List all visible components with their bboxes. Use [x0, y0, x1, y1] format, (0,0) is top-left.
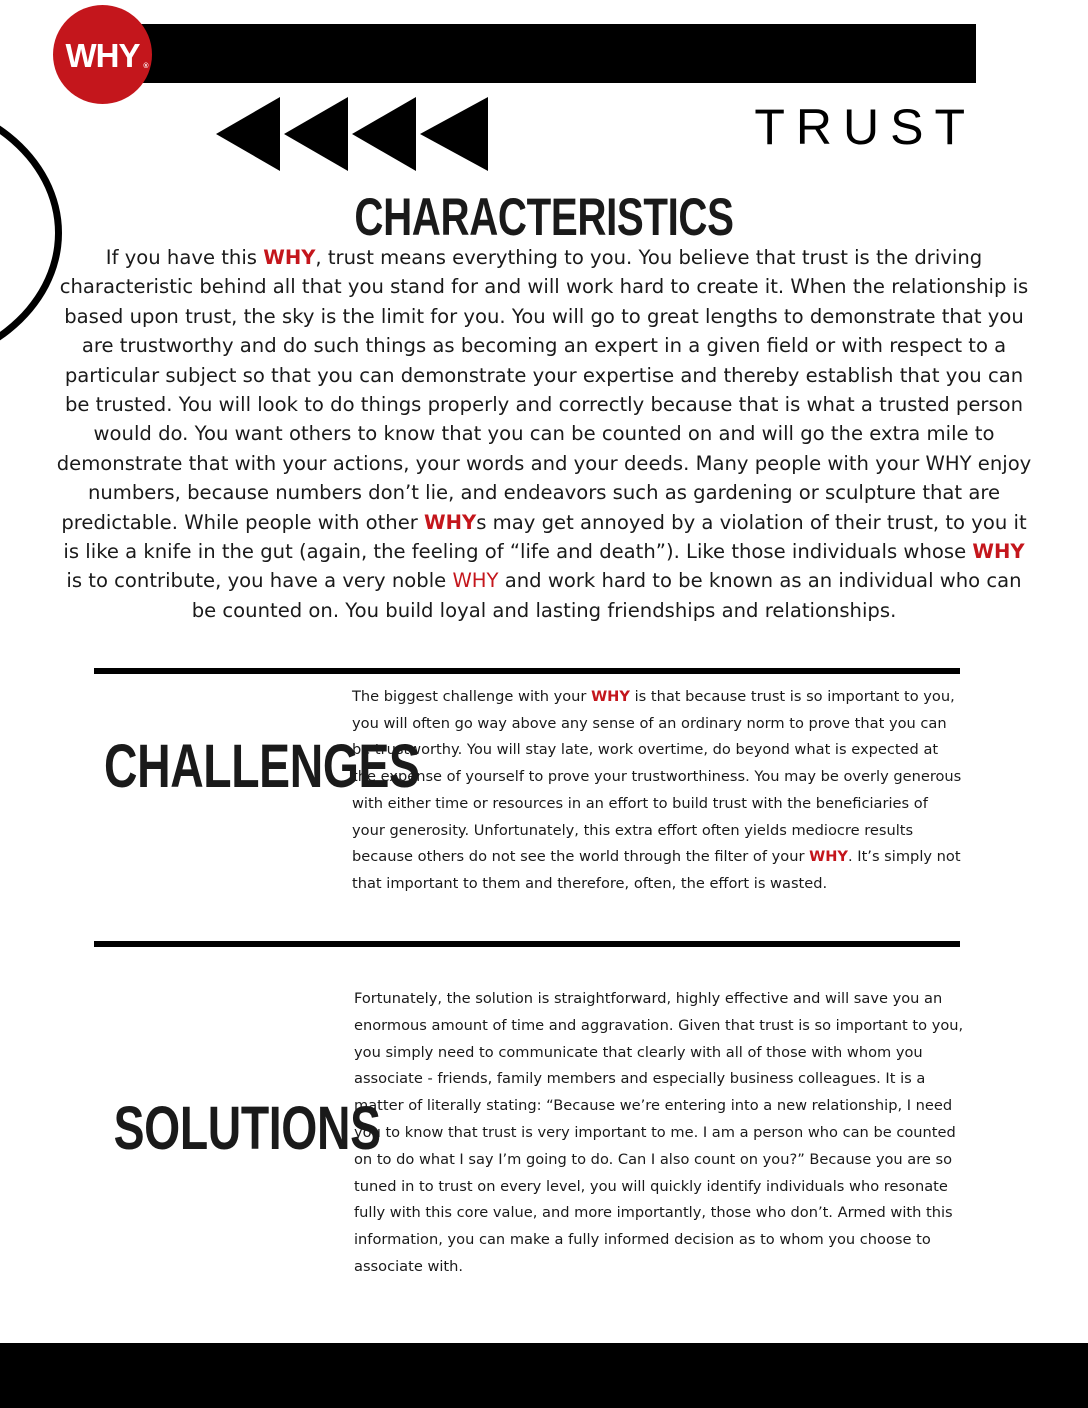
- header-bar: [104, 24, 976, 83]
- characteristics-text: If you have this WHY, trust means everything to you. You believe that trust is the driving characteristic behind all that you stand for and will work hard to create it. When the relationship is based upon trust, the sky is the limit for you. You will go to great lengths to demonstrate that you are trustworthy and do such things as becoming an expert in a given field or with respect to a particular subject so that you can demonstrate your expertise and thereby establish that you can be trusted. You will look to do things properly and correctly because that is what a trusted person would do. You want others to know that you can be counted on and will go the extra mile to demonstrate that with your actions, your words and your deeds. Many people with your WHY enjoy numbers, because numbers don’t lie, and endeavors such as gardening or sculpture that are predictable. While people with other WHYs may get annoyed by a violation of their trust, to you it is like a knife in the gut (again, the feeling of “life and death”). Like those individuals whose WHY is to contribute, you have a very noble WHY and work hard to be known as an individual who can be counted on. You build loyal and lasting friendships and relationships.: [56, 246, 1032, 622]
- challenges-heading: CHALLENGES: [104, 732, 420, 800]
- solutions-text: Fortunately, the solution is straightforward, highly effective and will save you an enormous amount of time and aggravation. Given that trust is so important to you, you simply need to communicate that clearly with all of those with whom you associate - friends, family members and especially business colleagues. It is a matter of literally stating: “Because we’re entering into a new relationship, I need you to know that trust is very important to me. I am a person who can be counted on to do what I say I’m going to do. Can I also count on you?” Because you are so tuned in to trust on every level, you will quickly identify individuals who resonate fully with this core value, and more importantly, those who don’t. Armed with this information, you can make a fully informed decision as to whom you choose to associate with.: [354, 990, 964, 1275]
- logo-text: WHY ®: [65, 36, 149, 74]
- page-title: TRUST: [754, 99, 976, 155]
- decorative-arc: [0, 92, 62, 374]
- why-logo: [53, 5, 152, 104]
- registered-mark: ®: [143, 62, 149, 70]
- solutions-heading: SOLUTIONS: [113, 1094, 381, 1162]
- footer-bar: [0, 1343, 1088, 1408]
- challenges-text: The biggest challenge with your WHY is that because trust is so important to you, you will often go way above any sense of an ordinary norm to prove that you can be trustworthy. You will stay late, work overtime, do beyond what is expected at the expense of yourself to prove your trustworthiness. You may be overly generous with either time or resources in an effort to build trust with the beneficiaries of your generosity. Unfortunately, this extra effort often yields mediocre results because others do not see the world through the filter of your WHY. It’s simply not that important to them and therefore, often, the effort is wasted.: [352, 688, 962, 892]
- characteristics-heading: CHARACTERISTICS: [354, 188, 734, 247]
- rewind-arrows-icon: [216, 96, 492, 172]
- divider-top: [94, 668, 960, 674]
- divider-bottom: [94, 941, 960, 947]
